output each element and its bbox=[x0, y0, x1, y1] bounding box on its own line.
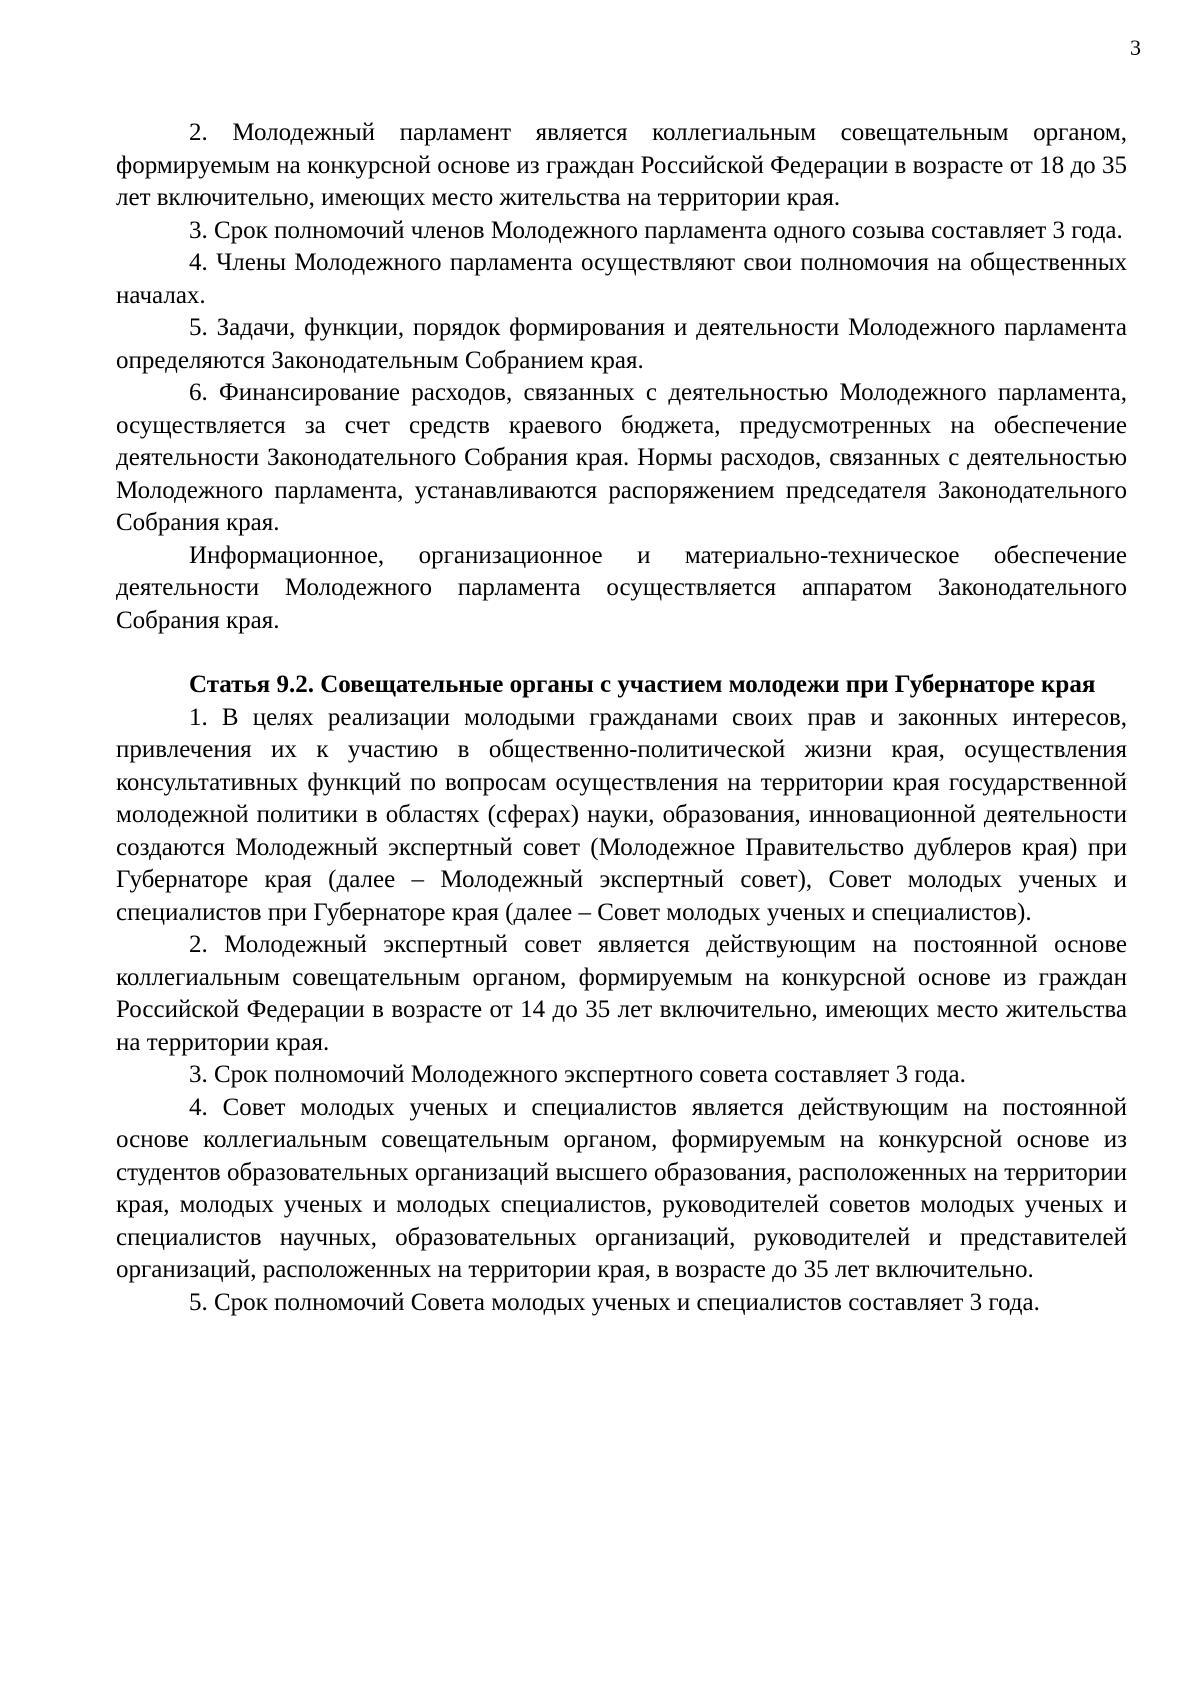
paragraph-scientists-council-term: 5. Срок полномочий Совета молодых ученых и специалистов составляет 3 года. bbox=[189, 1288, 1040, 1316]
paragraph-councils-creation: 1. В целях реализации молодыми гражданами своих прав и законных интересов, привлечения их к участию в общественно-политической жизни края, осуществления консультативных функций по вопросам осуществления на территории края государственной молодежной политики в областях (сферах) науки, образования, инновационной деятельности создаются Молодежный экспертный совет (Молодежное Правительство дублеров края) при Губернаторе края (далее – Молодежный экспертный совет), Совет молодых ученых и специалистов при Губернаторе края (далее – Совет молодых ученых и специалистов). bbox=[116, 703, 1127, 926]
paragraph-expert-council-term: 3. Срок полномочий Молодежного экспертного совета составляет 3 года. bbox=[189, 1061, 966, 1088]
paragraph-parliament-term: 3. Срок полномочий членов Молодежного парламента одного созыва составляет 3 года. bbox=[189, 216, 1123, 244]
paragraph-scientists-council: 4. Совет молодых ученых и специалистов является действующим на постоянной основе коллегиальным совещательным органом, формируемым на конкурсной основе из студентов образовательных организаций высшего образования, расположенных на территории края, молодых ученых и молодых специалистов, руководителей советов молодых ученых и специалистов научных, образовательных организаций, руководителей и представителей организаций, расположенных на территории края, в возрасте до 35 лет включительно. bbox=[116, 1093, 1127, 1283]
paragraph-parliament-tasks: 5. Задачи, функции, порядок формирования и деятельности Молодежного парламента определяются Законодательным Собранием края. bbox=[116, 314, 1127, 374]
section-spacer bbox=[116, 637, 1127, 669]
document-body bbox=[116, 117, 1127, 1319]
paragraph-parliament-support: Информационное, организационное и материально-техническое обеспечение деятельности Молодежного парламента осуществляется аппаратом Законодательного Собрания края. bbox=[116, 541, 1127, 634]
page-number: 3 bbox=[1130, 35, 1141, 60]
paragraph-parliament-voluntary: 4. Члены Молодежного парламента осуществляют свои полномочия на общественных началах. bbox=[116, 249, 1127, 309]
paragraph-parliament-composition: 2. Молодежный парламент является коллегиальным совещательным органом, формируемым на конкурсной основе из граждан Российской Федерации в возрасте от 18 до 35 лет включительно, имеющих место жительства на территории края. bbox=[116, 119, 1127, 211]
article-heading: Статья 9.2. Совещательные органы с участием молодежи при Губернаторе края bbox=[189, 671, 1096, 698]
paragraph-expert-council: 2. Молодежный экспертный совет является действующим на постоянной основе коллегиальным совещательным органом, формируемым на конкурсной основе из граждан Российской Федерации в возрасте от 14 до 35 лет включительно, имеющих место жительства на территории края. bbox=[116, 931, 1127, 1056]
paragraph-parliament-financing: 6. Финансирование расходов, связанных с деятельностью Молодежного парламента, осуществляется за счет средств краевого бюджета, предусмотренных на обеспечение деятельности Законодательного Собрания края. Нормы расходов, связанных с деятельностью Молодежного парламента, устанавливаются распоряжением председателя Законодательного Собрания края. bbox=[116, 379, 1127, 536]
